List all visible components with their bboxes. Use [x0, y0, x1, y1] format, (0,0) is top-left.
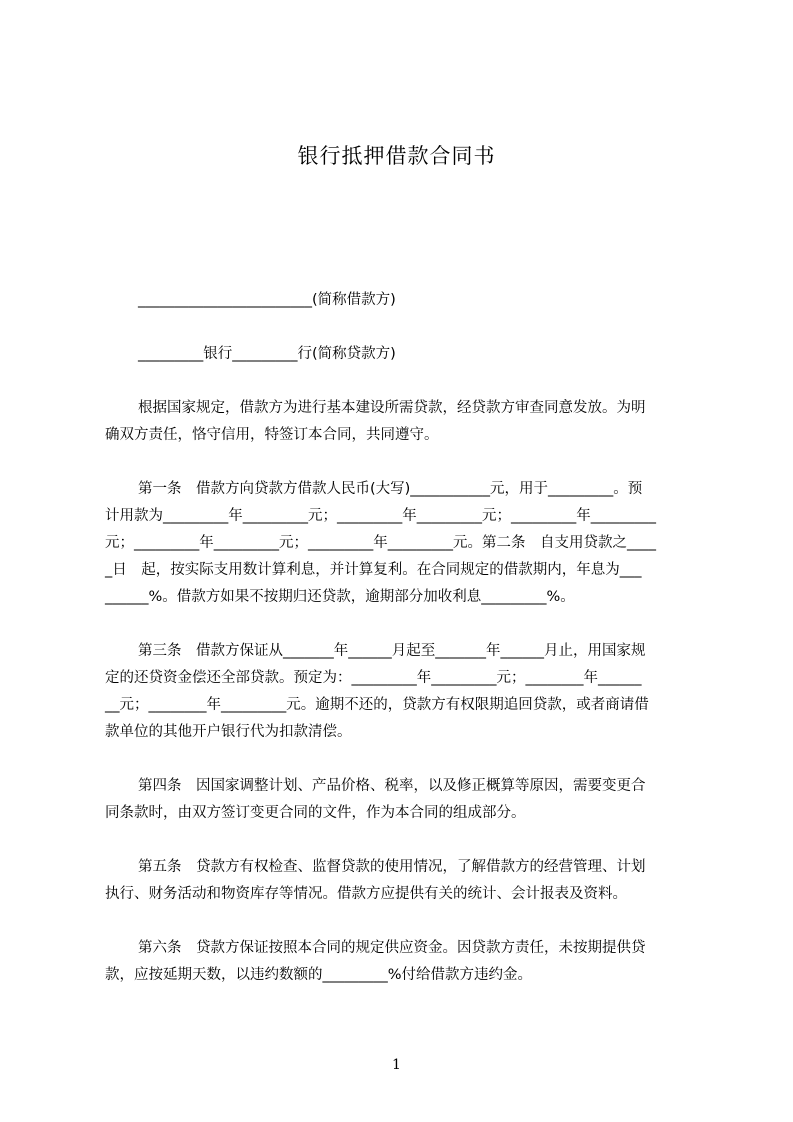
- article-3-line-2: 定的还贷资金偿还全部贷款。预定为：_________年_________元；________年______: [105, 670, 642, 686]
- preamble-line-1: 根据国家规定，借款方为进行基本建设所需贷款，经贷款方审查同意发放。为明: [138, 400, 646, 416]
- article-2-line-1: _日 起，按实际支用数计算利息，并计算复利。在合同规定的借款期内，年息为___: [105, 562, 642, 578]
- borrower-line: ________________________(简称借款方): [138, 292, 396, 308]
- page-number: 1: [392, 1057, 401, 1073]
- article-3-line-4: 款单位的其他开户银行代为扣款清偿。: [105, 724, 352, 740]
- article-4-line-1: 第四条 因国家调整计划、产品价格、税率，以及修正概算等原因，需要变更合: [138, 778, 646, 794]
- article-4-line-2: 同条款时，由双方签订变更合同的文件，作为本合同的组成部分。: [105, 805, 526, 821]
- article-5-line-2: 执行、财务活动和物资库存等情况。借款方应提供有关的统计、会计报表及资料。: [105, 886, 627, 902]
- article-1-line-1: 第一条 借款方向贷款方借款人民币(大写)___________元，用于_________。预: [138, 481, 643, 497]
- document-title: 银行抵押借款合同书: [297, 144, 496, 168]
- article-2-line-2: ______%。借款方如果不按期归还贷款，逾期部分加收利息_________%。: [105, 589, 575, 605]
- article-3-line-3: __元；________年_________元。逾期不还的，贷款方有权限期追回贷款，或者商请借: [105, 697, 649, 713]
- article-1-line-2: 计用款为_________年_________元；_________年_________元；_________年_________: [105, 508, 656, 524]
- preamble-line-2: 确双方责任，恪守信用，特签订本合同，共同遵守。: [105, 427, 439, 443]
- article-3-line-1: 第三条 借款方保证从_______年______月起至_______年______月止，用国家规: [138, 643, 646, 659]
- article-6-line-2: 款，应按延期天数，以违约数额的_________%付给借款方违约金。: [105, 967, 533, 983]
- article-5-line-1: 第五条 贷款方有权检查、监督贷款的使用情况，了解借款方的经营管理、计划: [138, 859, 646, 875]
- lender-line: _________银行_________行(简称贷款方): [138, 346, 396, 362]
- article-1-line-3: 元；_________年_________元；_________年_________元。第二条 自支用贷款之____: [105, 535, 656, 551]
- article-6-line-1: 第六条 贷款方保证按照本合同的规定供应资金。因贷款方责任，未按期提供贷: [138, 940, 646, 956]
